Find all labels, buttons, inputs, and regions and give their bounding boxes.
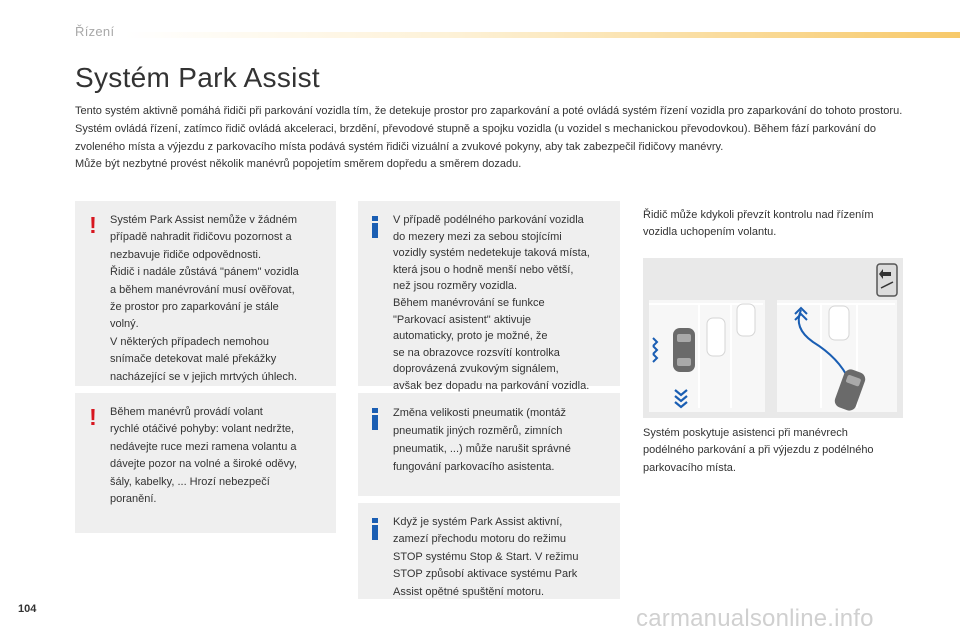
right-text-top: Řidič může kdykoli převzít kontrolu nad řízením vozidla uchopením volantu. [643, 209, 874, 239]
header-accent-bar [125, 32, 960, 38]
warning-box [75, 201, 336, 386]
info-text: Změna velikosti pneumatik (montáž pneumatik jiných rozměrů, zimních pneumatik, ...) může narušit správné fungování parkovacího asistenta. [393, 407, 571, 473]
intro-paragraph: Systém ovládá řízení, zatímco řidič ovládá akceleraci, brzdění, převodové stupně a spojku vozidla (u vozidel s mechanickou převodovkou). Během fází parkování do zvoleného místa a výjezdu z parkovacího místa podává systém řidiči vizuální a zvukové pokyny, aby tak zabezpečil řidičovy manévry. [75, 122, 876, 153]
parking-diagram [643, 258, 903, 418]
parking-exit-icon [877, 264, 897, 296]
section-label: Řízení [75, 24, 115, 39]
info-box [358, 393, 620, 496]
warning-text: Systém Park Assist nemůže v žádném případě nahradit řidičovu pozornost a nezbavuje řidiče odpovědnosti. Řidič i nadále zůstává "pánem" vozidla a během manévrování musí ověřovat, že prostor pro zaparkování je stále volný. V některých případech nemohou snímače detekovat malé překážky nacházející se v jejich mrtvých úhlech. [110, 214, 299, 383]
intro-paragraph: Tento systém aktivně pomáhá řidiči při parkování vozidla tím, že detekuje prostor pro zaparkování a poté ovládá systém řízení vozidla pro zaparkování do tohoto prostoru. [75, 105, 903, 117]
info-icon [370, 408, 380, 430]
parking-scene-right [777, 300, 897, 413]
exclamation-icon: ! [89, 212, 97, 238]
page-number: 104 [18, 603, 37, 615]
exclamation-icon: ! [89, 404, 97, 430]
info-icon [370, 518, 380, 540]
intro-text [75, 103, 910, 174]
info-text: Když je systém Park Assist aktivní, zamezí přechodu motoru do režimu STOP systému Stop & Start. V režimu STOP způsobí aktivace systému Park Assist opětné spuštění motoru. [393, 516, 579, 598]
parking-illustration [643, 258, 903, 418]
right-text-bottom: Systém poskytuje asistenci při manévrech podélného parkování a při výjezdu z podélného parkovacího místa. [643, 427, 874, 474]
warning-text: Během manévrů provádí volant rychlé otáčivé pohyby: volant nedržte, nedávejte ruce mezi ramena volantu a dávejte pozor na volné a široké oděvy, šály, kabelky, ... Hrozí nebezpečí poranění. [110, 406, 297, 506]
warning-box [75, 393, 336, 533]
info-box [358, 503, 620, 599]
parking-scene-left [649, 300, 765, 412]
page-title: Systém Park Assist [75, 62, 321, 93]
info-text: V případě podélného parkování vozidla do mezery mezi za sebou stojícími vozidly systém nedetekuje taková místa, která jsou o hodně menší nebo větší, než jsou rozměry vozidla. Během manévrování se funkce "Parkovací asistent" aktivuje automaticky, proto je možné, že se na obrazovce rozsvítí kontrolka doprovázená zvukovým signálem, avšak bez dopadu na parkování vozidla. [393, 214, 590, 392]
watermark: carmanualsonline.info [636, 605, 874, 632]
intro-paragraph: Může být nezbytné provést několik manévrů popojetím směrem dopředu a směrem dozadu. [75, 158, 522, 171]
info-box [358, 201, 620, 392]
info-icon [370, 216, 380, 238]
